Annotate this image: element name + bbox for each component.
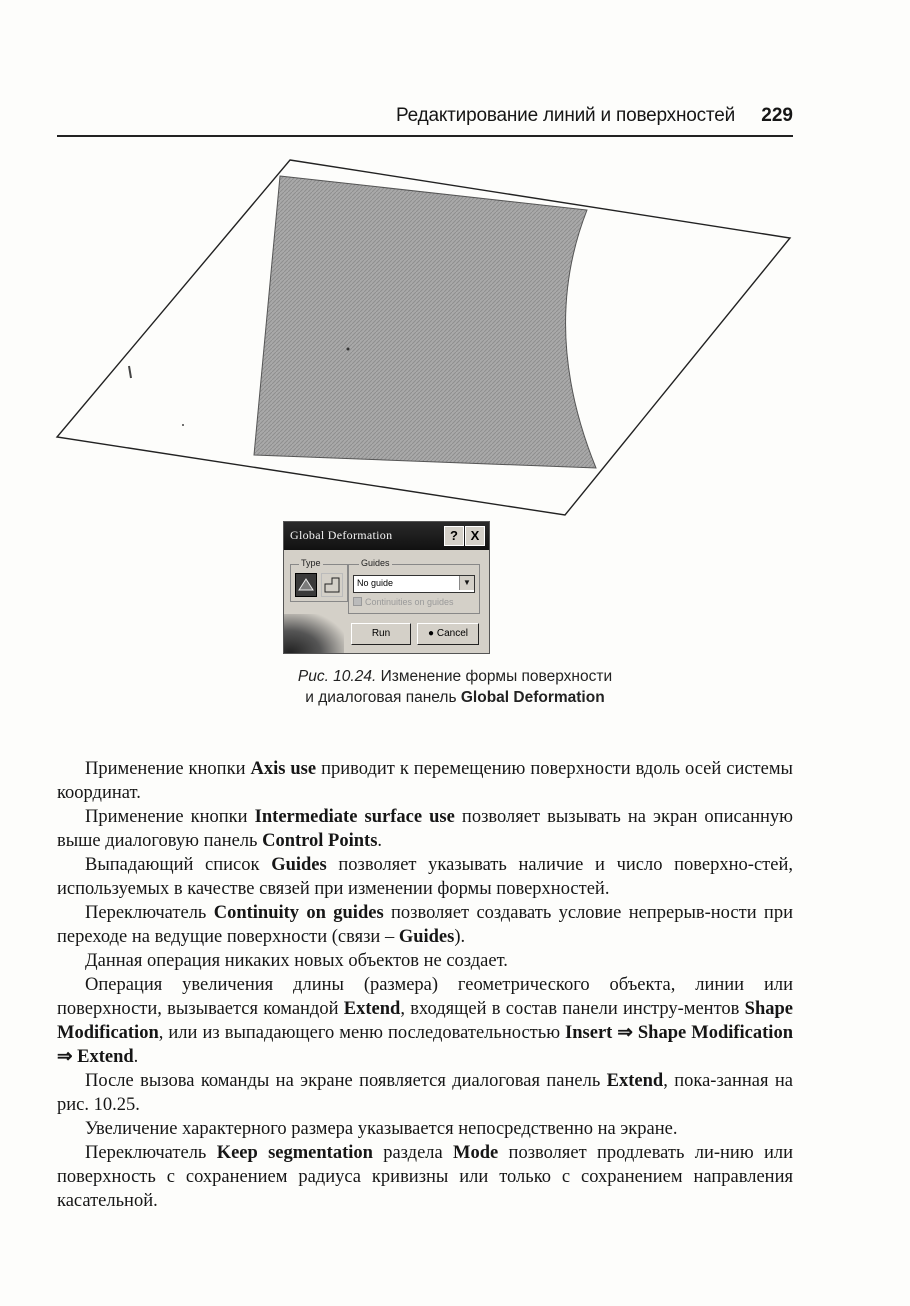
caption-text: Изменение формы поверхности <box>380 668 613 685</box>
checkbox-icon <box>353 597 362 606</box>
intermediate-surface-icon <box>322 574 342 596</box>
running-head-title: Редактирование линий и поверхностей <box>396 105 735 126</box>
dot-marker <box>182 424 184 426</box>
deformed-surface <box>254 176 596 468</box>
type-group <box>290 558 348 602</box>
paragraph: Данная операция никаких новых объектов не создает. <box>85 951 508 971</box>
global-deformation-dialog <box>283 521 490 654</box>
figure-ref: Рис. 10.24. <box>297 668 377 685</box>
paragraph: Увеличение характерного размера указывается непосредственно на экране. <box>85 1119 678 1139</box>
screenshot-shadow <box>284 614 344 653</box>
cancel-icon: ● <box>428 628 435 639</box>
type-group-label: Type <box>301 558 321 568</box>
run-label: Run <box>371 628 391 639</box>
surface-point <box>347 348 350 351</box>
paragraph: Применение кнопки Intermediate surface use позволяет вызывать на экран описанную выше диалоговую панель Control Points. <box>57 807 794 851</box>
run-button[interactable] <box>351 623 411 645</box>
page-header <box>57 105 793 137</box>
dialog-title: Global Deformation <box>290 528 393 542</box>
figure-caption-line2 <box>0 689 910 707</box>
cancel-button[interactable] <box>417 623 479 645</box>
intermediate-surface-use-button[interactable] <box>321 573 343 597</box>
guides-group-label: Guides <box>361 558 390 568</box>
axis-marker <box>129 366 131 378</box>
caption-bold: Global Deformation <box>460 689 605 706</box>
continuity-label: Continuities on guides <box>365 597 454 607</box>
dialog-titlebar <box>284 522 489 550</box>
axis-use-icon <box>296 574 316 596</box>
figure-caption-line1 <box>0 668 910 686</box>
page-number: 229 <box>761 105 793 126</box>
cancel-label: Cancel <box>436 628 468 639</box>
close-button[interactable]: X <box>465 526 485 546</box>
paragraph: После вызова команды на экране появляется диалоговая панель Extend, пока-занная на рис. 10.25. <box>57 1071 793 1115</box>
paragraph: Операция увеличения длины (размера) геометрического объекта, линии или поверхности, вызывается командой Extend, входящей в состав панели инстру-ментов Shape Modification, или из выпадающего меню последовательностью Insert ⇒ Shape Modification ⇒ Extend. <box>57 975 793 1067</box>
axis-use-button[interactable] <box>295 573 317 597</box>
paragraph: Выпадающий список Guides позволяет указывать наличие и число поверхно-стей, используемых в качестве связей при изменении формы поверхностей. <box>57 855 793 899</box>
guides-select[interactable] <box>353 575 475 593</box>
paragraph: Переключатель Keep segmentation раздела Mode позволяет продлевать ли-нию или поверхность с сохранением радиуса кривизны или только с сохранением направления касательной. <box>57 1143 793 1211</box>
surface-deformation-figure <box>0 150 910 530</box>
chevron-down-icon[interactable]: ▼ <box>459 576 474 590</box>
guides-group <box>348 558 480 614</box>
caption-text-2: и диалоговая панель <box>305 689 457 706</box>
paragraph: Применение кнопки Axis use приводит к перемещению поверхности вдоль осей системы координат. <box>57 759 793 803</box>
guides-select-value: No guide <box>357 578 394 588</box>
help-button[interactable]: ? <box>444 526 464 546</box>
paragraph: Переключатель Continuity on guides позволяет создавать условие непрерыв-ности при переходе на ведущие поверхности (связи – Guides). <box>57 903 793 947</box>
continuity-on-guides-checkbox[interactable] <box>353 597 454 607</box>
